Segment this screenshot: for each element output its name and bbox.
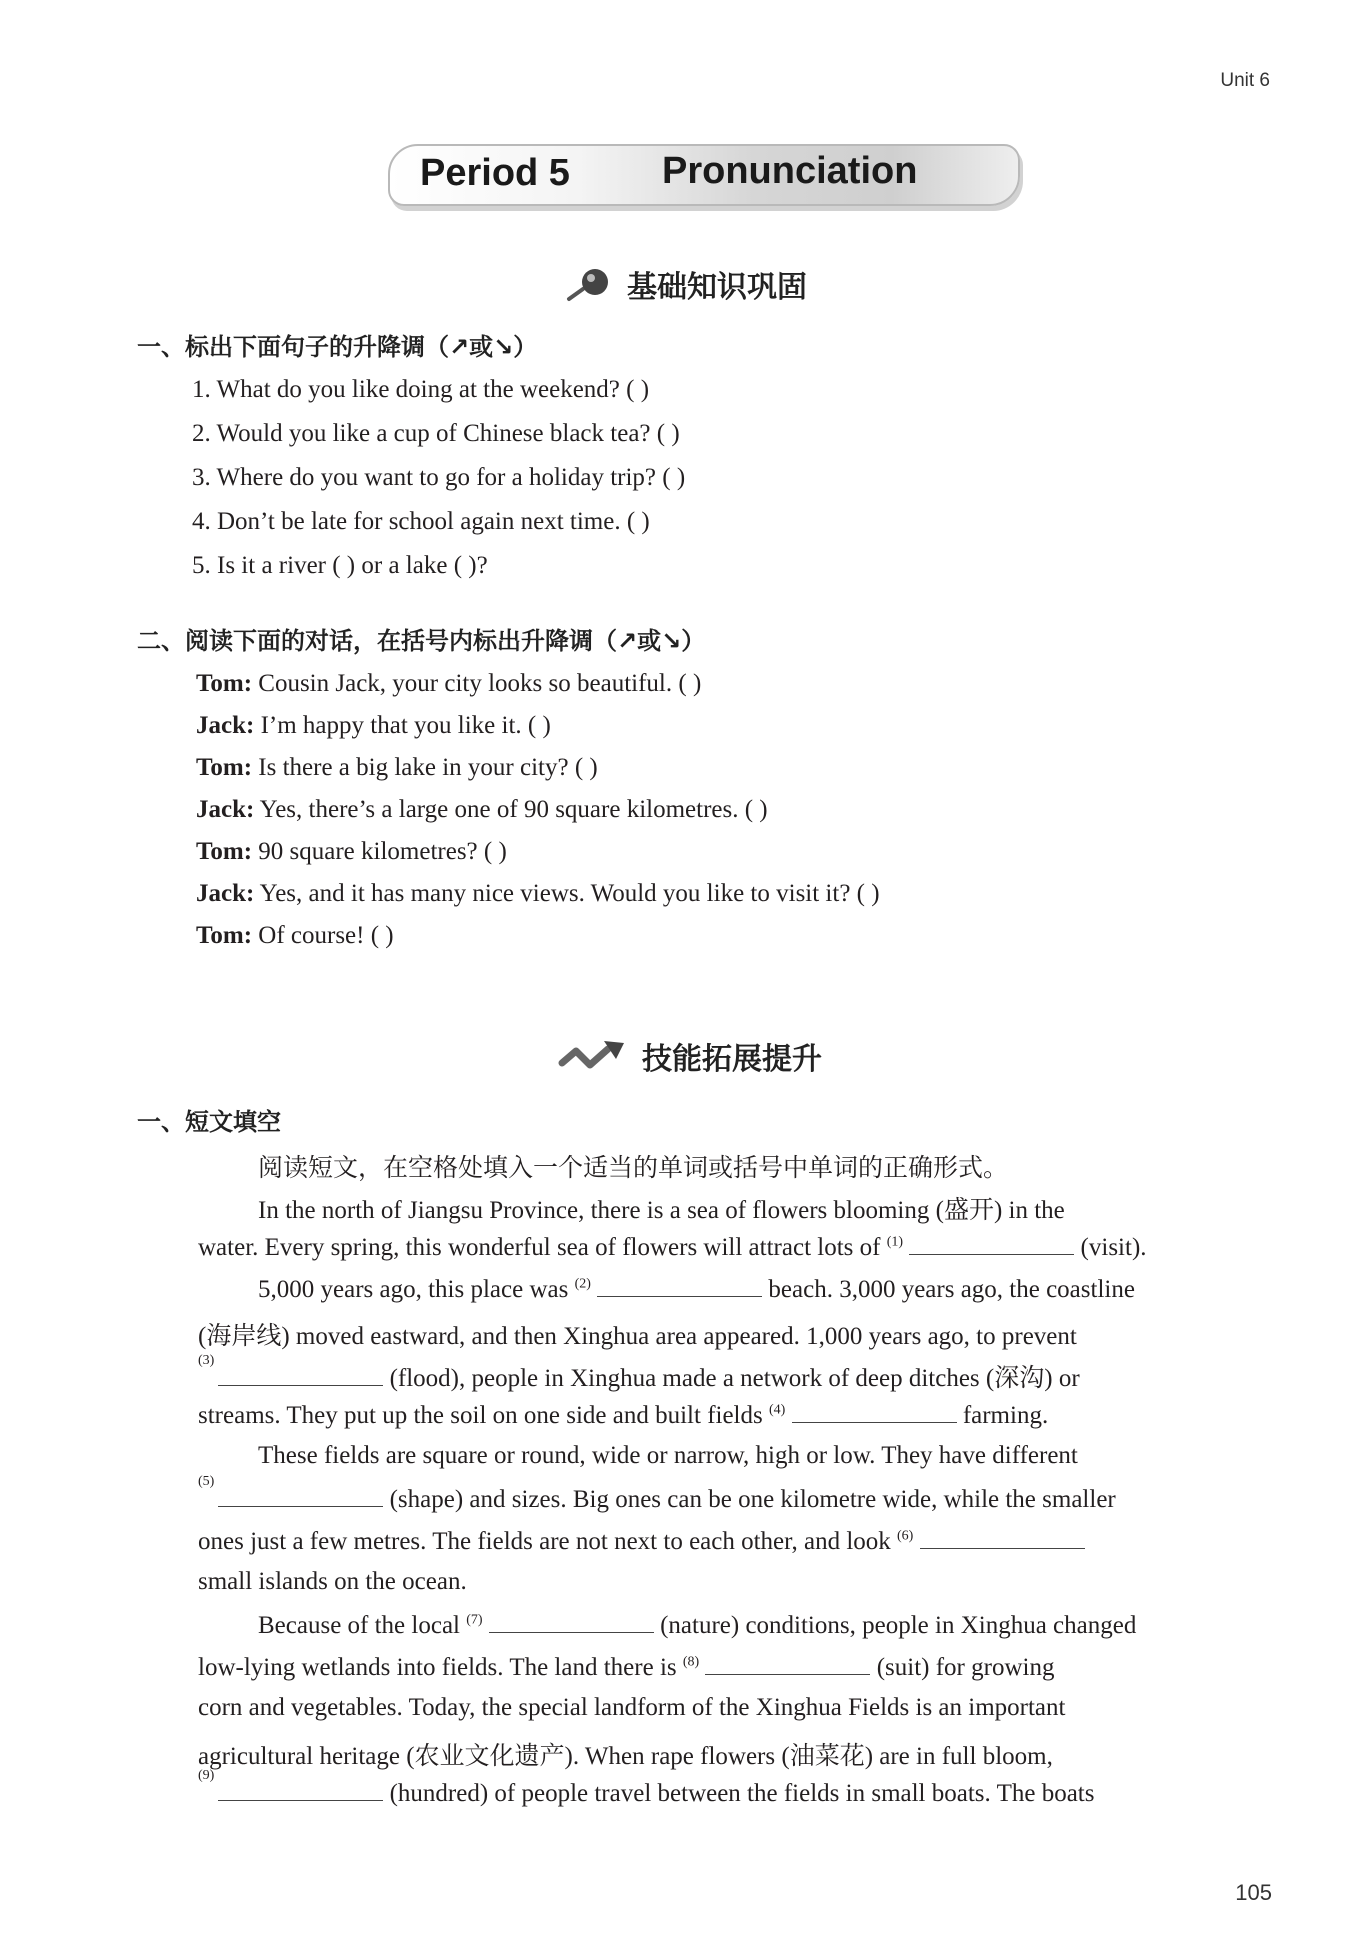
answer-blank[interactable] [920,1526,1085,1549]
trend-arrow-icon [558,1039,628,1073]
magnifier-icon [565,265,613,303]
passage-line [258,1610,1330,1640]
answer-blank[interactable] [597,1274,762,1297]
dialogue-text: Cousin Jack, your city looks so beautiful. ( ) [252,670,702,697]
answer-blank[interactable] [218,1363,383,1386]
blank-number: (7) [466,1612,483,1628]
passage-line [198,1400,1270,1430]
passage-line: small islands on the ocean. [198,1568,467,1595]
unit-label: Unit 6 [1220,70,1270,91]
dialogue-line [196,754,598,782]
topic-label: Pronunciation [662,150,918,192]
part1-title: 一、标出下面句子的升降调（↗或↘） [137,334,538,361]
list-item: 4. Don’t be late for school again next time. ( ) [192,508,650,535]
passage-line [198,1474,1270,1514]
passage-line [198,1353,1270,1394]
passage-text: (shape) and sizes. Big ones can be one kilometre wide, while the smaller [383,1486,1116,1513]
period-title-banner [388,144,1020,206]
passage-text: (flood), people in Xinghua made a network of deep ditches (深沟) or [383,1365,1080,1392]
dialogue-text: Of course! ( ) [252,922,394,949]
blank-number: (4) [768,1402,786,1418]
dialogue-text: Is there a big lake in your city? ( ) [252,754,598,781]
blank-number: (2) [574,1276,591,1292]
dialogue-line [196,796,768,824]
section-skill-extension-header [558,1034,822,1078]
dialogue-text: I’m happy that you like it. ( ) [254,712,551,739]
list-item: 3. Where do you want to go for a holiday trip? ( ) [192,464,686,491]
speaker: Jack: [196,712,255,739]
list-item: 2. Would you like a cup of Chinese black tea? ( ) [192,420,680,447]
answer-blank[interactable] [218,1484,383,1507]
passage-line [198,1232,1270,1262]
dialogue-line [196,838,507,866]
dialogue-line [196,880,880,908]
passage-text: 5,000 years ago, this place was [258,1276,575,1303]
passage-text: farming. [956,1402,1049,1429]
passage-line [198,1768,1270,1808]
blank-number: (3) [198,1353,215,1368]
answer-blank[interactable] [489,1610,654,1633]
passage-line: These fields are square or round, wide or narrow, high or low. They have different [258,1442,1078,1469]
page-number: 105 [1235,1880,1272,1905]
passage-text: (nature) conditions, people in Xinghua changed [653,1612,1137,1639]
speaker: Jack: [196,796,255,823]
speaker: Tom: [196,754,253,781]
list-item: 1. What do you like doing at the weekend? ( ) [192,376,650,403]
section-skill-extension-title: 技能拓展提升 [642,1043,822,1076]
blank-number: (9) [198,1768,215,1783]
blank-number: (1) [886,1234,904,1250]
passage-line: corn and vegetables. Today, the special landform of the Xinghua Fields is an important [198,1694,1066,1721]
passage-text: water. Every spring, this wonderful sea of flowers will attract lots of [198,1234,887,1261]
passage-line: agricultural heritage (农业文化遗产). When rape flowers (油菜花) are in full bloom, [198,1743,1053,1770]
speaker: Tom: [196,838,253,865]
passage-line: In the north of Jiangsu Province, there is a sea of flowers blooming (盛开) in the [258,1197,1065,1224]
passage-text: ones just a few metres. The fields are not next to each other, and look [198,1528,898,1555]
dialogue-line [196,922,394,950]
answer-blank[interactable] [705,1652,870,1675]
section-basic-knowledge-header [565,262,807,306]
section-basic-knowledge-title: 基础知识巩固 [627,271,807,304]
passage-line: (海岸线) moved eastward, and then Xinghua area appeared. 1,000 years ago, to prevent [198,1323,1077,1350]
answer-blank[interactable] [792,1400,957,1423]
passage-text: low-lying wetlands into fields. The land there is [198,1654,683,1681]
passage-text: (visit). [1074,1234,1147,1261]
speaker: Tom: [196,670,253,697]
dialogue-text: 90 square kilometres? ( ) [252,838,507,865]
instruction-text: 阅读短文，在空格处填入一个适当的单词或括号中单词的正确形式。 [258,1155,1009,1182]
passage-text: (suit) for growing [870,1654,1055,1681]
list-item: 5. Is it a river ( ) or a lake ( )? [192,552,488,579]
answer-blank[interactable] [909,1232,1074,1255]
passage-line [198,1652,1270,1682]
answer-blank[interactable] [218,1778,383,1801]
blank-number: (6) [897,1528,914,1544]
speaker: Jack: [196,880,255,907]
blank-number: (8) [682,1654,700,1670]
blank-number: (5) [198,1474,215,1489]
passage-text: beach. 3,000 years ago, the coastline [762,1276,1135,1303]
dialogue-line [196,712,551,740]
dialogue-line [196,670,701,698]
passage-line [198,1526,1270,1556]
dialogue-text: Yes, there’s a large one of 90 square kilometres. ( ) [254,796,768,823]
passage-part-title: 一、短文填空 [137,1109,281,1136]
part2-title: 二、阅读下面的对话，在括号内标出升降调（↗或↘） [137,628,706,655]
dialogue-text: Yes, and it has many nice views. Would you like to visit it? ( ) [254,880,880,907]
speaker: Tom: [196,922,253,949]
period-label: Period 5 [420,152,570,194]
passage-text: streams. They put up the soil on one side and built fields [198,1402,769,1429]
passage-text: Because of the local [258,1612,467,1639]
passage-line [258,1274,1330,1304]
passage-text: (hundred) of people travel between the fields in small boats. The boats [383,1780,1095,1807]
